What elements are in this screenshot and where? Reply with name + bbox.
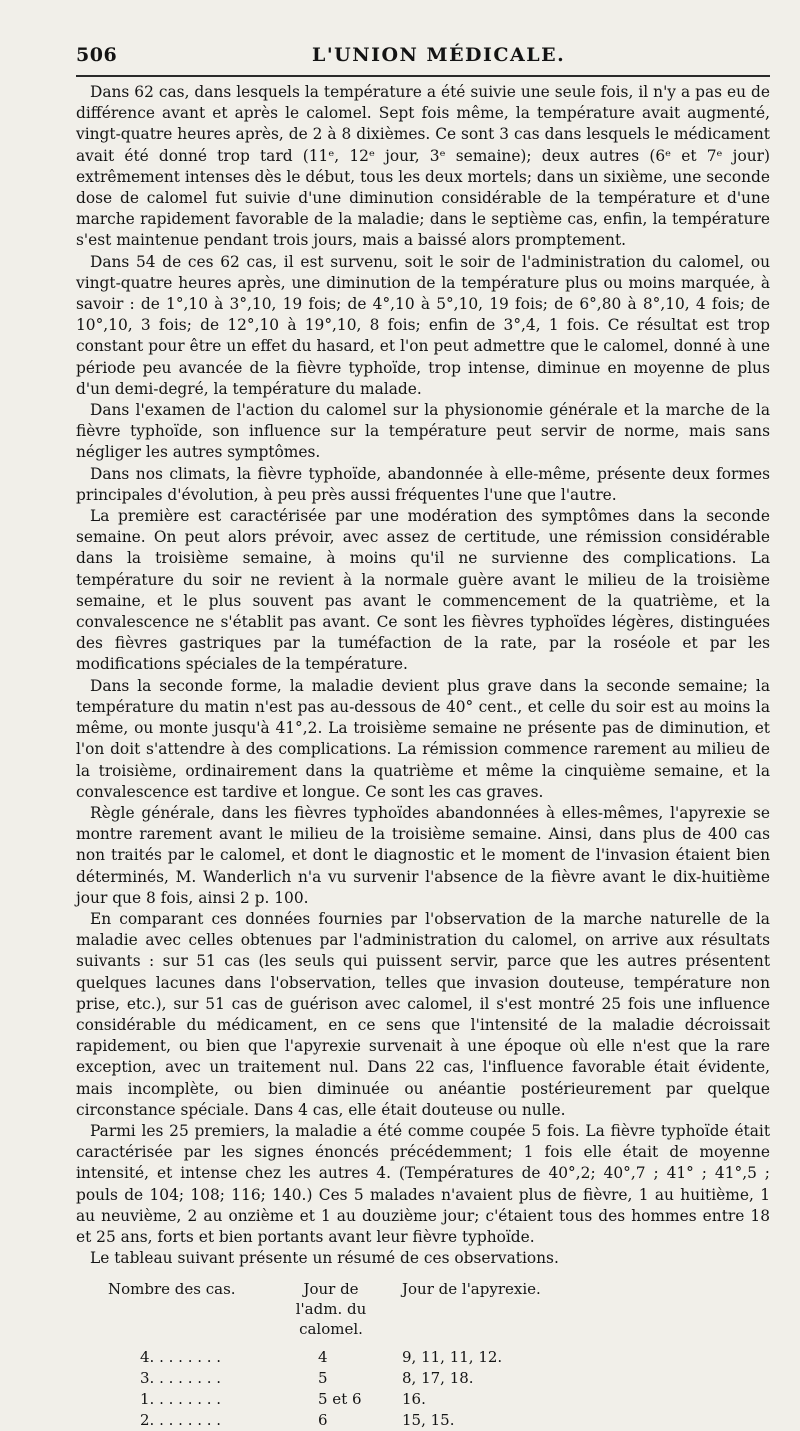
paragraph: Dans l'examen de l'action du calomel sur la physionomie générale et la marche de la fièvre typhoïde, son influence sur la température peut servir de norme, mais sans négliger les autres symptômes. <box>76 401 770 462</box>
table-row <box>108 1389 561 1410</box>
cell-administration-day: 6 <box>318 1411 328 1430</box>
table-row <box>108 1368 561 1389</box>
cell-apyrexia-day: 9, 11, 11, 12. <box>402 1348 503 1367</box>
header-rule <box>76 75 770 77</box>
cell-administration-day: 5 et 6 <box>318 1390 362 1409</box>
table-row <box>108 1410 561 1431</box>
paragraph: Dans nos climats, la fièvre typhoïde, abandonnée à elle-même, présente deux formes principales d'évolution, à peu près aussi fréquentes l'une que l'autre. <box>76 464 770 504</box>
running-title: L'UNION MÉDICALE. <box>312 44 566 66</box>
paragraph: La première est caractérisée par une modération des symptômes dans la seconde semaine. On peut alors prévoir, avec assez de certitude, une rémission considérable dans la troisième semaine, à moins qu'il ne survienne des complications. La température du soir ne revient à la normale guère avant le milieu de la troisième semaine, et le plus souvent pas avant le commencement de la quatrième, et la convalescence ne s'établit pas avant. Ce sont les fièvres typhoïdes légères, distinguées des fièvres gastriques par la tuméfaction de la rate, par la roséole et par les modifications spéciales de la température. <box>76 507 770 674</box>
paragraph: Dans la seconde forme, la maladie devient plus grave dans la seconde semaine; la température du matin n'est pas au-dessous de 40° cent., et celle du soir est au moins la même, ou monte jusqu'à 41°,2. La troisième semaine ne présente pas de diminution, et l'on doit s'attendre à des complications. La rémission commence rarement au milieu de la troisième, ordinairement dans la quatrième et même la cinquième semaine, et la convalescence est tardive et longue. Ce sont les cas graves. <box>76 676 770 801</box>
paragraph: En comparant ces données fournies par l'observation de la marche naturelle de la maladie avec celles obtenues par l'administration du calomel, on arrive aux résultats suivants : sur 51 cas (les seuls qui puissent servir, parce que les autres présentent quelques lacunes dans l'observation, telles que invasion douteuse, température non prise, etc.), sur 51 cas de guérison avec calomel, il s'est montré 25 fois une influence considérable du médicament, en ce sens que l'intensité de la maladie décroissait rapidement, ou bien que l'apyrexie survenait à une époque où elle n'est que la rare exception, avec un traitement nul. Dans 22 cas, l'influence favorable était évidente, mais incomplète, ou bien diminuée ou anéantie postérieurement par quelque circonstance spéciale. Dans 4 cas, elle était douteuse ou nulle. <box>76 909 770 1119</box>
cell-apyrexia-day: 15, 15. <box>402 1411 455 1430</box>
paragraph: Règle générale, dans les fièvres typhoïdes abandonnées à elles-mêmes, l'apyrexie se montre rarement avant le milieu de la troisième semaine. Ainsi, dans plus de 400 cas non traités par le calomel, et dont le diagnostic et le moment de l'invasion étaient bien déterminés, M. Wanderlich n'a vu survenir l'absence de la fièvre avant le dix-huitième jour que 8 fois, ainsi 2 p. 100. <box>76 803 770 907</box>
cell-cases: 4. . . . . . . . <box>140 1348 222 1367</box>
paragraph: Parmi les 25 premiers, la maladie a été comme coupée 5 fois. La fièvre typhoïde était caractérisée par les signes énoncés précédemment; 1 fois elle était de moyenne intensité, et intense chez les autres 4. (Températures de 40°,2; 40°,7 ; 41° ; 41°,5 ; pouls de 104; 108; 116; 140.) Ces 5 malades n'avaient plus de fièvre, 1 au huitième, 1 au neuvième, 2 au onzième et 1 au douzième jour; c'étaient tous des hommes entre 18 et 25 ans, forts et bien portants avant leur fièvre typhoïde. <box>76 1121 770 1246</box>
cell-administration-day: 5 <box>318 1369 328 1388</box>
table-header-row <box>108 1279 561 1347</box>
body-text <box>76 82 770 1431</box>
cell-cases: 1. . . . . . . . <box>140 1390 222 1409</box>
column-header-administration-day: Jour de l'adm. du calomel. <box>295 1280 367 1339</box>
paragraph: Dans 54 de ces 62 cas, il est survenu, soit le soir de l'administration du calomel, ou vingt-quatre heures après, une diminution de la température plus ou moins marquée, à savoir : de 1°,10 à 3°,10, 19 fois; de 4°,10 à 5°,10, 19 fois; de 6°,80 à 8°,10, 4 fois; de 10°,10, 3 fois; de 12°,10 à 19°,10, 8 fois; enfin de 3°,4, 1 fois. Ce résultat est trop constant pour être un effet du hasard, et l'on peut admettre que le calomel, donné à une période peu avancée de la fièvre typhoïde, trop intense, diminue en moyenne de plus d'un demi-degré, la température du malade. <box>76 252 770 398</box>
paragraph: Dans 62 cas, dans lesquels la température a été suivie une seule fois, il n'y a pas eu de différence avant et après le calomel. Sept fois même, la température avait augmenté, vingt-quatre heures après, de 2 à 8 dixièmes. Ce sont 3 cas dans lesquels le médicament avait été donné trop tard (11ᵉ, 12ᵉ jour, 3ᵉ semaine); deux autres (6ᵉ et 7ᵉ jour) extrêmement intenses dès le début, tous les deux mortels; dans un sixième, une seconde dose de calomel fut suivie d'une diminution considérable de la température et d'une marche rapidement favorable de la maladie; dans le septième cas, enfin, la température s'est maintenue pendant trois jours, mais a baissé alors promptement. <box>76 83 770 250</box>
page-header <box>76 36 770 70</box>
table-intro: Le tableau suivant présente un résumé de ces observations. <box>90 1249 559 1268</box>
column-header-cases: Nombre des cas. <box>108 1280 236 1299</box>
cell-administration-day: 4 <box>318 1348 328 1367</box>
cell-cases: 2. . . . . . . . <box>140 1411 222 1430</box>
cell-apyrexia-day: 8, 17, 18. <box>402 1369 474 1388</box>
table-row <box>108 1347 561 1368</box>
cell-cases: 3. . . . . . . . <box>140 1369 222 1388</box>
cell-apyrexia-day: 16. <box>402 1390 426 1409</box>
page-number: 506 <box>76 44 118 66</box>
observations-table <box>108 1279 561 1431</box>
column-header-apyrexia-day: Jour de l'apyrexie. <box>402 1280 541 1299</box>
